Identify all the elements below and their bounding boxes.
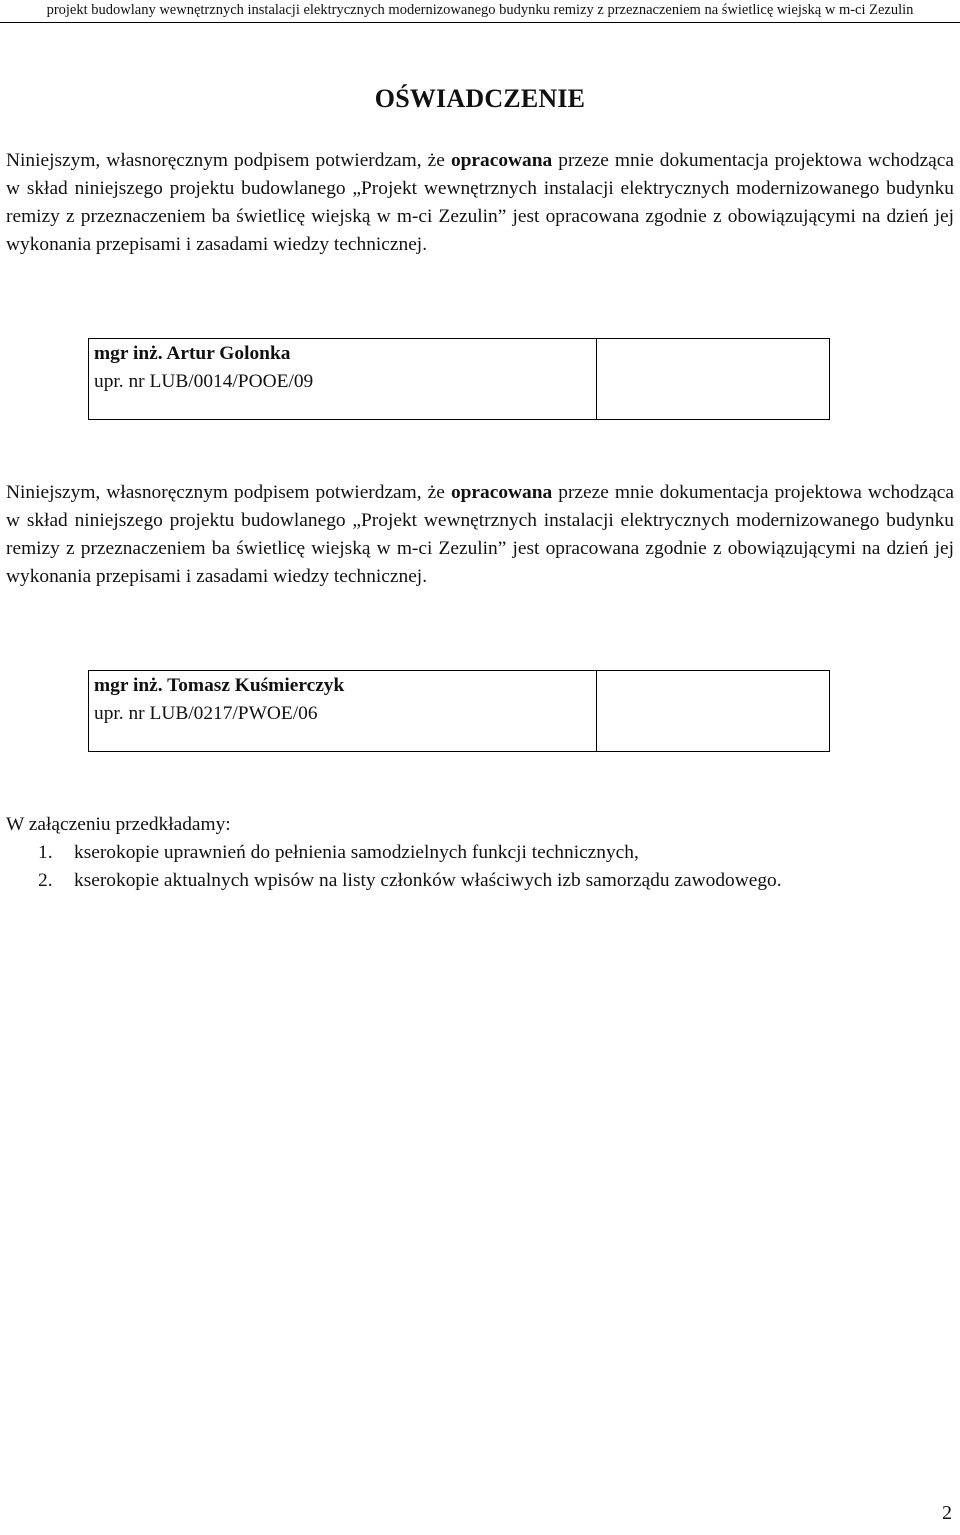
declaration-1-text-start: Niniejszym, własnoręcznym podpisem potwierdzam, że [6,150,451,171]
attachments-heading: W załączeniu przedkładamy: [6,814,231,835]
header-text: projekt budowlany wewnętrznych instalacji elektrycznych modernizowanego budynku remizy z przeznaczeniem na świetlicę wiejską w m-ci Zezulin [46,2,914,18]
signer-1-license: upr. nr LUB/0014/POOE/09 [94,371,314,392]
list-item-text: kserokopie aktualnych wpisów na listy członków właściwych izb samorządu zawodowego. [74,870,782,891]
signer-2-license: upr. nr LUB/0217/PWOE/06 [94,703,318,724]
declaration-2-bold-word: opracowana [450,482,553,503]
page-header [0,0,960,23]
list-item [6,839,782,867]
declaration-paragraph-2 [6,479,954,591]
signer-1-name: mgr inż. Artur Golonka [94,343,291,364]
list-item [6,867,782,895]
document-title: OŚWIADCZENIE [374,84,586,113]
attachments-list [6,839,782,895]
list-item-text: kserokopie uprawnień do pełnienia samodzielnych funkcji technicznych, [74,842,639,863]
list-item-number: 2. [38,870,53,891]
declaration-paragraph-1 [6,147,954,259]
declaration-1-bold-word: opracowana [450,150,553,171]
page-number: 2 [942,1502,952,1524]
list-item-number: 1. [38,842,53,863]
declaration-2-text-start: Niniejszym, własnoręcznym podpisem potwierdzam, że [6,482,451,503]
signature-box-divider [596,671,597,751]
declaration-2-text-end: przeze mnie dokumentacja projektowa wchodząca w skład niniejszego projektu budowlanego „Projekt wewnętrznych instalacji elektrycznych modernizowanego budynku remizy z przeznaczeniem ba świetlicę wiejską w m-ci Zezulin” jest opracowana zgodnie z obowiązującymi na dzień jej wykonania przepisami i zasadami wiedzy technicznej. [6,482,955,587]
signer-2-name: mgr inż. Tomasz Kuśmierczyk [94,675,345,696]
declaration-1-text-end: przeze mnie dokumentacja projektowa wchodząca w skład niniejszego projektu budowlanego „Projekt wewnętrznych instalacji elektrycznych modernizowanego budynku remizy z przeznaczeniem ba świetlicę wiejską w m-ci Zezulin” jest opracowana zgodnie z obowiązującymi na dzień jej wykonania przepisami i zasadami wiedzy technicznej. [6,150,955,255]
signature-box-divider [596,339,597,419]
